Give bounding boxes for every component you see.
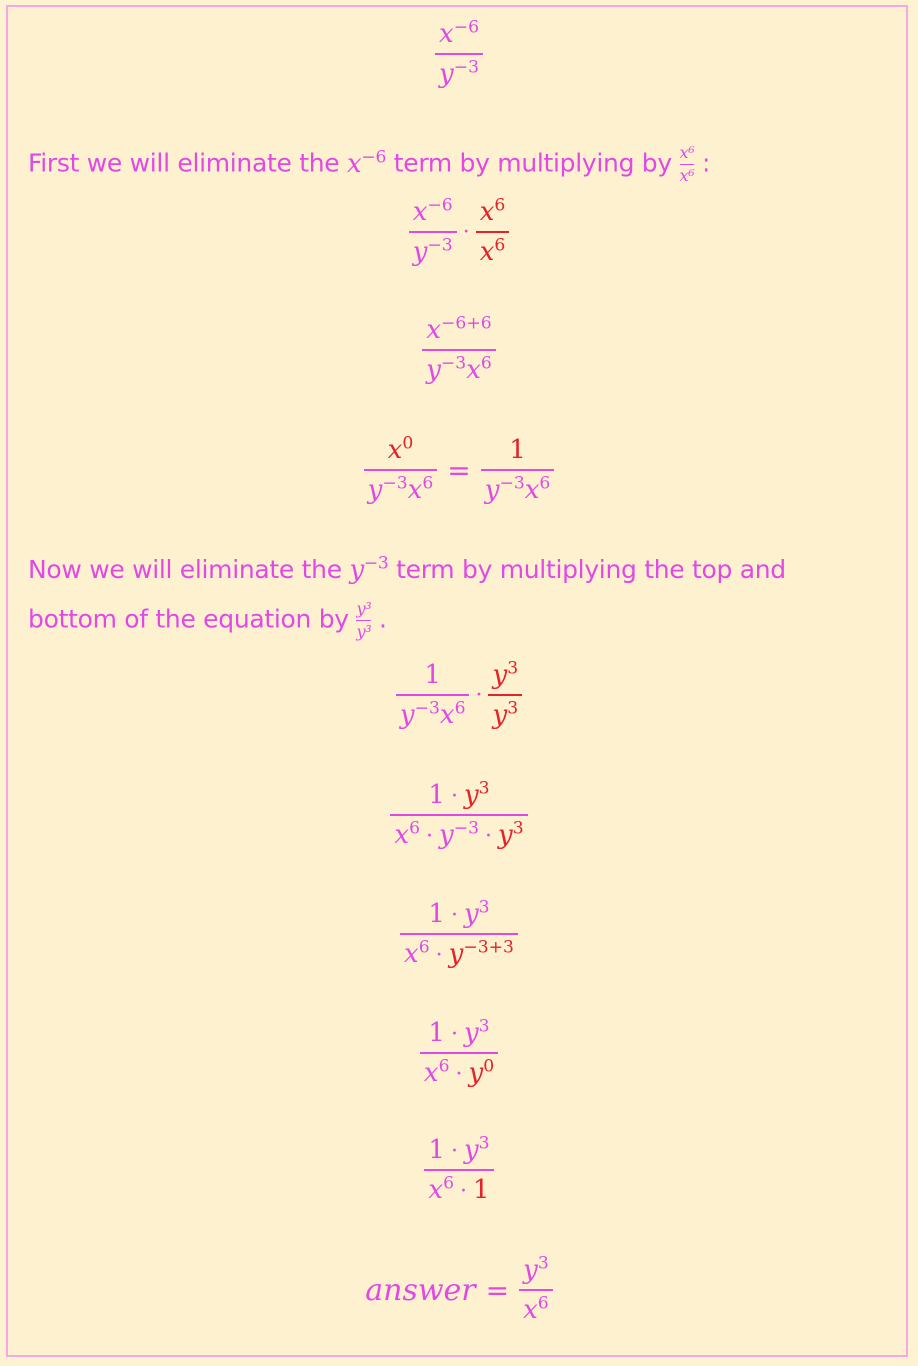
inline-fraction: $\frac{\text{x⁶}}{\text{x⁶}}$: [679, 143, 695, 185]
step-multiply-x: $\frac{x^{-6}}{y^{-3}}$ · $\frac{x^6}{x^6}$: [8, 199, 910, 265]
fraction: $\frac{1 \cdot y^3}{x^6 \cdot y^{-3} \cdot y^3}$: [390, 782, 527, 848]
fraction-right: $\frac{1}{y^{-3}x^6}$: [481, 437, 555, 503]
fraction: $\frac{x^{-6+6}}{y^{-3}x^6}$: [422, 317, 496, 383]
worksheet-card: [6, 5, 908, 1357]
step-y-combine: [8, 897, 910, 969]
fraction: $\frac{1 \cdot y^3}{x^6 \cdot y^0}$: [420, 1020, 498, 1086]
multiplier-fraction: $\frac{x^6}{x^6}$: [476, 199, 510, 265]
step-multiply-y: $\frac{1}{y^{-3}x^6}$ · $\frac{y^3}{y^3}$: [8, 662, 910, 728]
step-y-zero: [8, 1016, 910, 1088]
explanation-first: First we will eliminate the $x^{-6}$ term by multiplying by $\frac{\text{x⁶}}{\text{x⁶}}$ :: [28, 143, 711, 185]
step-x-zero: $\frac{x^0}{y^{-3}x^6}$ = $\frac{1}{y^{-3}x^6}$: [8, 437, 910, 503]
answer-fraction: $\frac{y^3}{x^6}$: [519, 1257, 553, 1323]
explanation-second-line1: Now we will eliminate the $y^{-3}$ term by multiplying the top and: [28, 553, 786, 585]
multiplier-fraction: $\frac{y^3}{y^3}$: [488, 662, 522, 728]
step-original-fraction: [8, 17, 910, 89]
final-answer: answer = $\frac{y^3}{x^6}$: [8, 1257, 910, 1323]
fraction: $\frac{1 \cdot y^3}{x^6 \cdot 1}$: [424, 1137, 493, 1203]
answer-label: answer: [365, 1272, 476, 1308]
inline-fraction: $\frac{\text{y³}}{\text{y³}}$: [356, 599, 372, 641]
fraction: $\frac{1 \cdot y^3}{x^6 \cdot y^{-3+3}}$: [400, 901, 518, 967]
step-y-one: [8, 1133, 910, 1205]
explanation-second-line2: bottom of the equation by $\frac{\text{y³}}{\text{y³}}$ .: [28, 599, 387, 641]
fraction-left: $\frac{x^0}{y^{-3}x^6}$: [364, 437, 438, 503]
step-combine-exponents: [8, 313, 910, 385]
fraction: $\frac{x^{-6}}{y^{-3}}$: [409, 199, 457, 265]
fraction: $\frac{1}{y^{-3}x^6}$: [396, 662, 470, 728]
step-expanded-product: [8, 778, 910, 850]
fraction: $\frac{x^{-6}}{y^{-3}}$: [435, 21, 483, 87]
